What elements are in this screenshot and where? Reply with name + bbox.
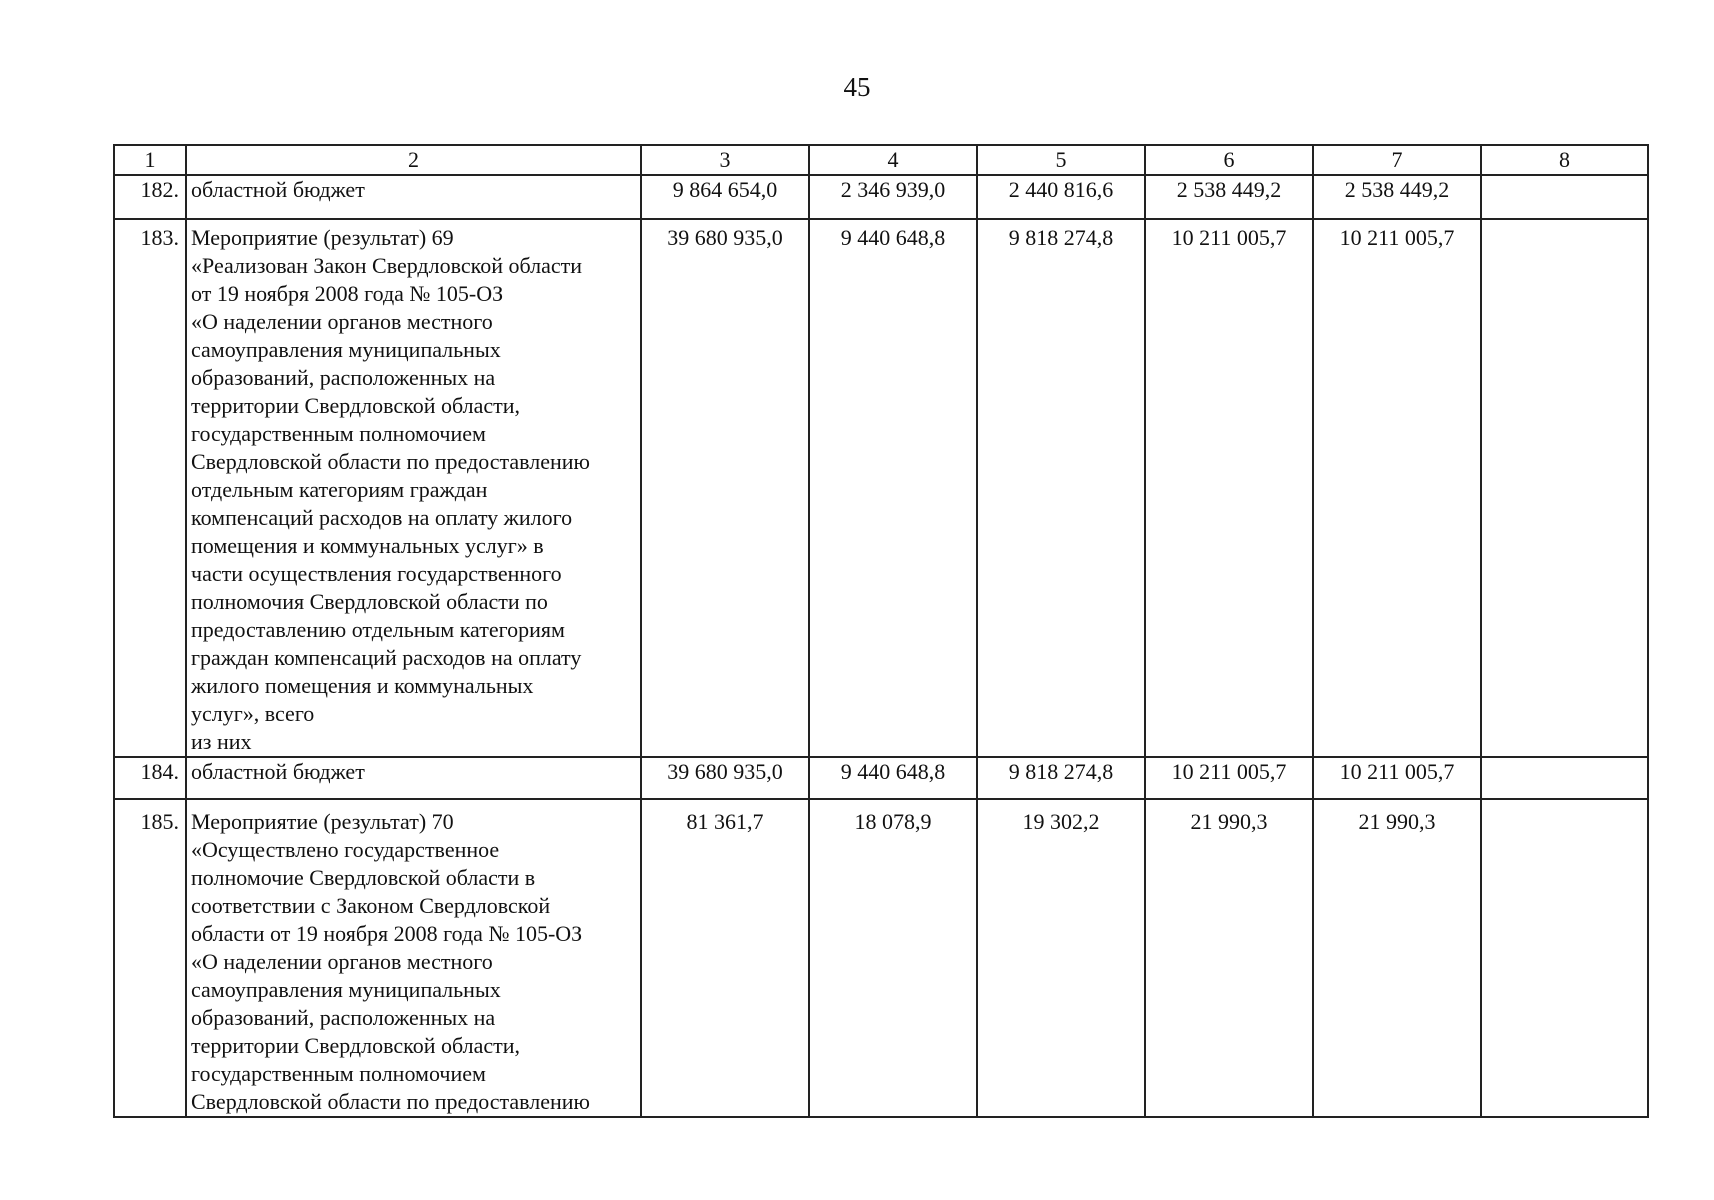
header-cell-2: 2 (186, 145, 641, 175)
value-col-3: 39 680 935,0 (641, 219, 809, 757)
value-col-3: 39 680 935,0 (641, 757, 809, 799)
table-row (114, 799, 1648, 1117)
header-cell-8: 8 (1481, 145, 1648, 175)
value-col-8 (1481, 799, 1648, 1117)
value-col-7: 2 538 449,2 (1313, 175, 1481, 219)
header-cell-5: 5 (977, 145, 1145, 175)
header-cell-3: 3 (641, 145, 809, 175)
row-description: Мероприятие (результат) 69 «Реализован Закон Свердловской области от 19 ноября 2008 года № 105-ОЗ «О наделении органов местного самоуправления муниципальных образований, расположенных на территории Свердловской области, государственным полномочием Свердловской области по предоставлению отдельным категориям граждан компенсаций расходов на оплату жилого помещения и коммунальных услуг» в части осуществления государственного полномочия Свердловской области по предоставлению отдельным категориям граждан компенсаций расходов на оплату жилого помещения и коммунальных услуг», всего из них (186, 219, 641, 757)
value-col-6: 2 538 449,2 (1145, 175, 1313, 219)
value-col-5: 19 302,2 (977, 799, 1145, 1117)
value-col-4: 9 440 648,8 (809, 219, 977, 757)
value-col-3: 81 361,7 (641, 799, 809, 1117)
value-col-7: 10 211 005,7 (1313, 219, 1481, 757)
row-number: 183. (114, 219, 186, 757)
row-description: областной бюджет (186, 757, 641, 799)
value-col-3: 9 864 654,0 (641, 175, 809, 219)
value-col-6: 10 211 005,7 (1145, 757, 1313, 799)
budget-table (113, 144, 1649, 1118)
header-cell-7: 7 (1313, 145, 1481, 175)
header-cell-1: 1 (114, 145, 186, 175)
value-col-8 (1481, 219, 1648, 757)
value-col-5: 2 440 816,6 (977, 175, 1145, 219)
value-col-4: 18 078,9 (809, 799, 977, 1117)
table-row (114, 175, 1648, 219)
value-col-7: 10 211 005,7 (1313, 757, 1481, 799)
row-description: областной бюджет (186, 175, 641, 219)
row-number: 184. (114, 757, 186, 799)
value-col-7: 21 990,3 (1313, 799, 1481, 1117)
table-row (114, 757, 1648, 799)
value-col-8 (1481, 757, 1648, 799)
page-number: 45 (843, 72, 871, 102)
value-col-5: 9 818 274,8 (977, 219, 1145, 757)
header-cell-6: 6 (1145, 145, 1313, 175)
value-col-6: 10 211 005,7 (1145, 219, 1313, 757)
value-col-4: 9 440 648,8 (809, 757, 977, 799)
value-col-8 (1481, 175, 1648, 219)
value-col-4: 2 346 939,0 (809, 175, 977, 219)
value-col-6: 21 990,3 (1145, 799, 1313, 1117)
row-number: 185. (114, 799, 186, 1117)
table-header-row (114, 145, 1648, 175)
table-row (114, 219, 1648, 757)
row-number: 182. (114, 175, 186, 219)
row-description: Мероприятие (результат) 70 «Осуществлено государственное полномочие Свердловской области в соответствии с Законом Свердловской области от 19 ноября 2008 года № 105-ОЗ «О наделении органов местного самоуправления муниципальных образований, расположенных на территории Свердловской области, государственным полномочием Свердловской области по предоставлению (186, 799, 641, 1117)
value-col-5: 9 818 274,8 (977, 757, 1145, 799)
header-cell-4: 4 (809, 145, 977, 175)
